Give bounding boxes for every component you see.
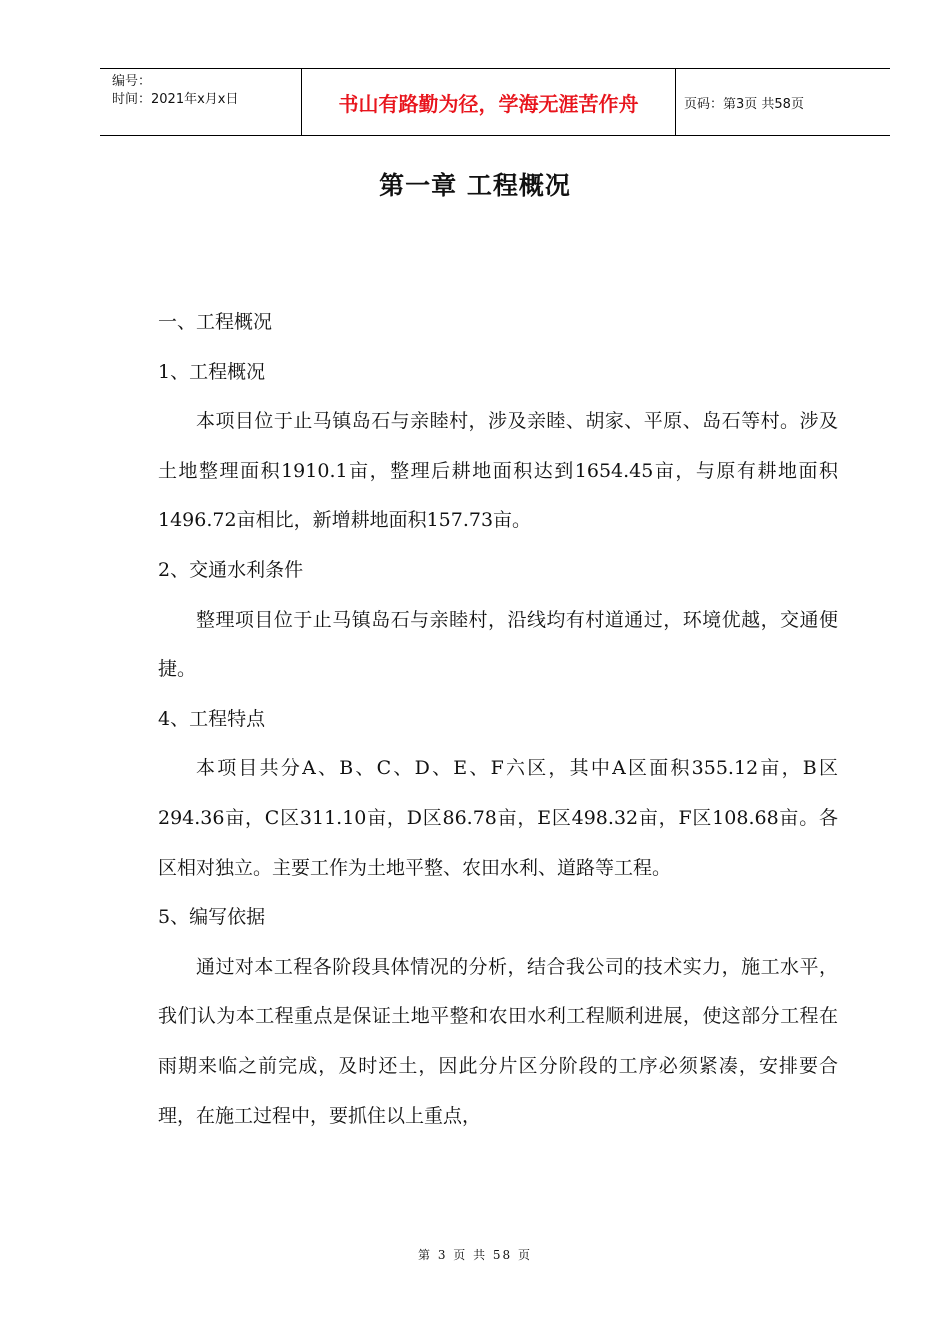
section-heading: 5、编写依据 [158,906,266,929]
section-heading: 一、工程概况 [158,311,273,333]
header-motto: 书山有路勤为径，学海无涯苦作舟 [302,69,676,135]
section-heading: 4、工程特点 [158,707,266,730]
section-heading: 2、交通水利条件 [158,558,304,581]
paragraph: 通过对本工程各阶段具体情况的分析，结合我公司的技术实力，施工水平，我们认为本工程重点是保证土地平整和农田水利工程顺利进展，使这部分工程在雨期来临之前完成，及时还土，因此分片区分阶段的工序必须紧凑，安排要合理，在施工过程中，要抓住以上重点， [158,955,838,1127]
header-meta [100,69,302,135]
page-header [100,68,890,136]
section-heading: 1、工程概况 [158,360,266,383]
document-body [158,298,838,1141]
paragraph: 整理项目位于止马镇岛石与亲睦村，沿线均有村道通过，环境优越，交通便捷。 [158,608,838,681]
page-title: 第一章 工程概况 [379,171,571,200]
header-page-info: 页码：第3页 共58页 [684,96,804,112]
paragraph: 本项目共分A、B、C、D、E、F六区，其中A区面积355.12亩，B区294.36亩，C区311.10亩，D区86.78亩，E区498.32亩，F区108.68亩。各区相对独立。主要工作为土地平整、农田水利、道路等工程。 [158,757,838,879]
page-footer: 第 3 页 共 58 页 [418,1248,532,1262]
serial-label: 编号： [112,74,152,89]
date-line: 时间：2021年x月x日 [112,92,239,107]
paragraph: 本项目位于止马镇岛石与亲睦村，涉及亲睦、胡家、平原、岛石等村。涉及土地整理面积1910.1亩，整理后耕地面积达到1654.45亩，与原有耕地面积1496.72亩相比，新增耕地面积157.73亩。 [158,410,838,532]
